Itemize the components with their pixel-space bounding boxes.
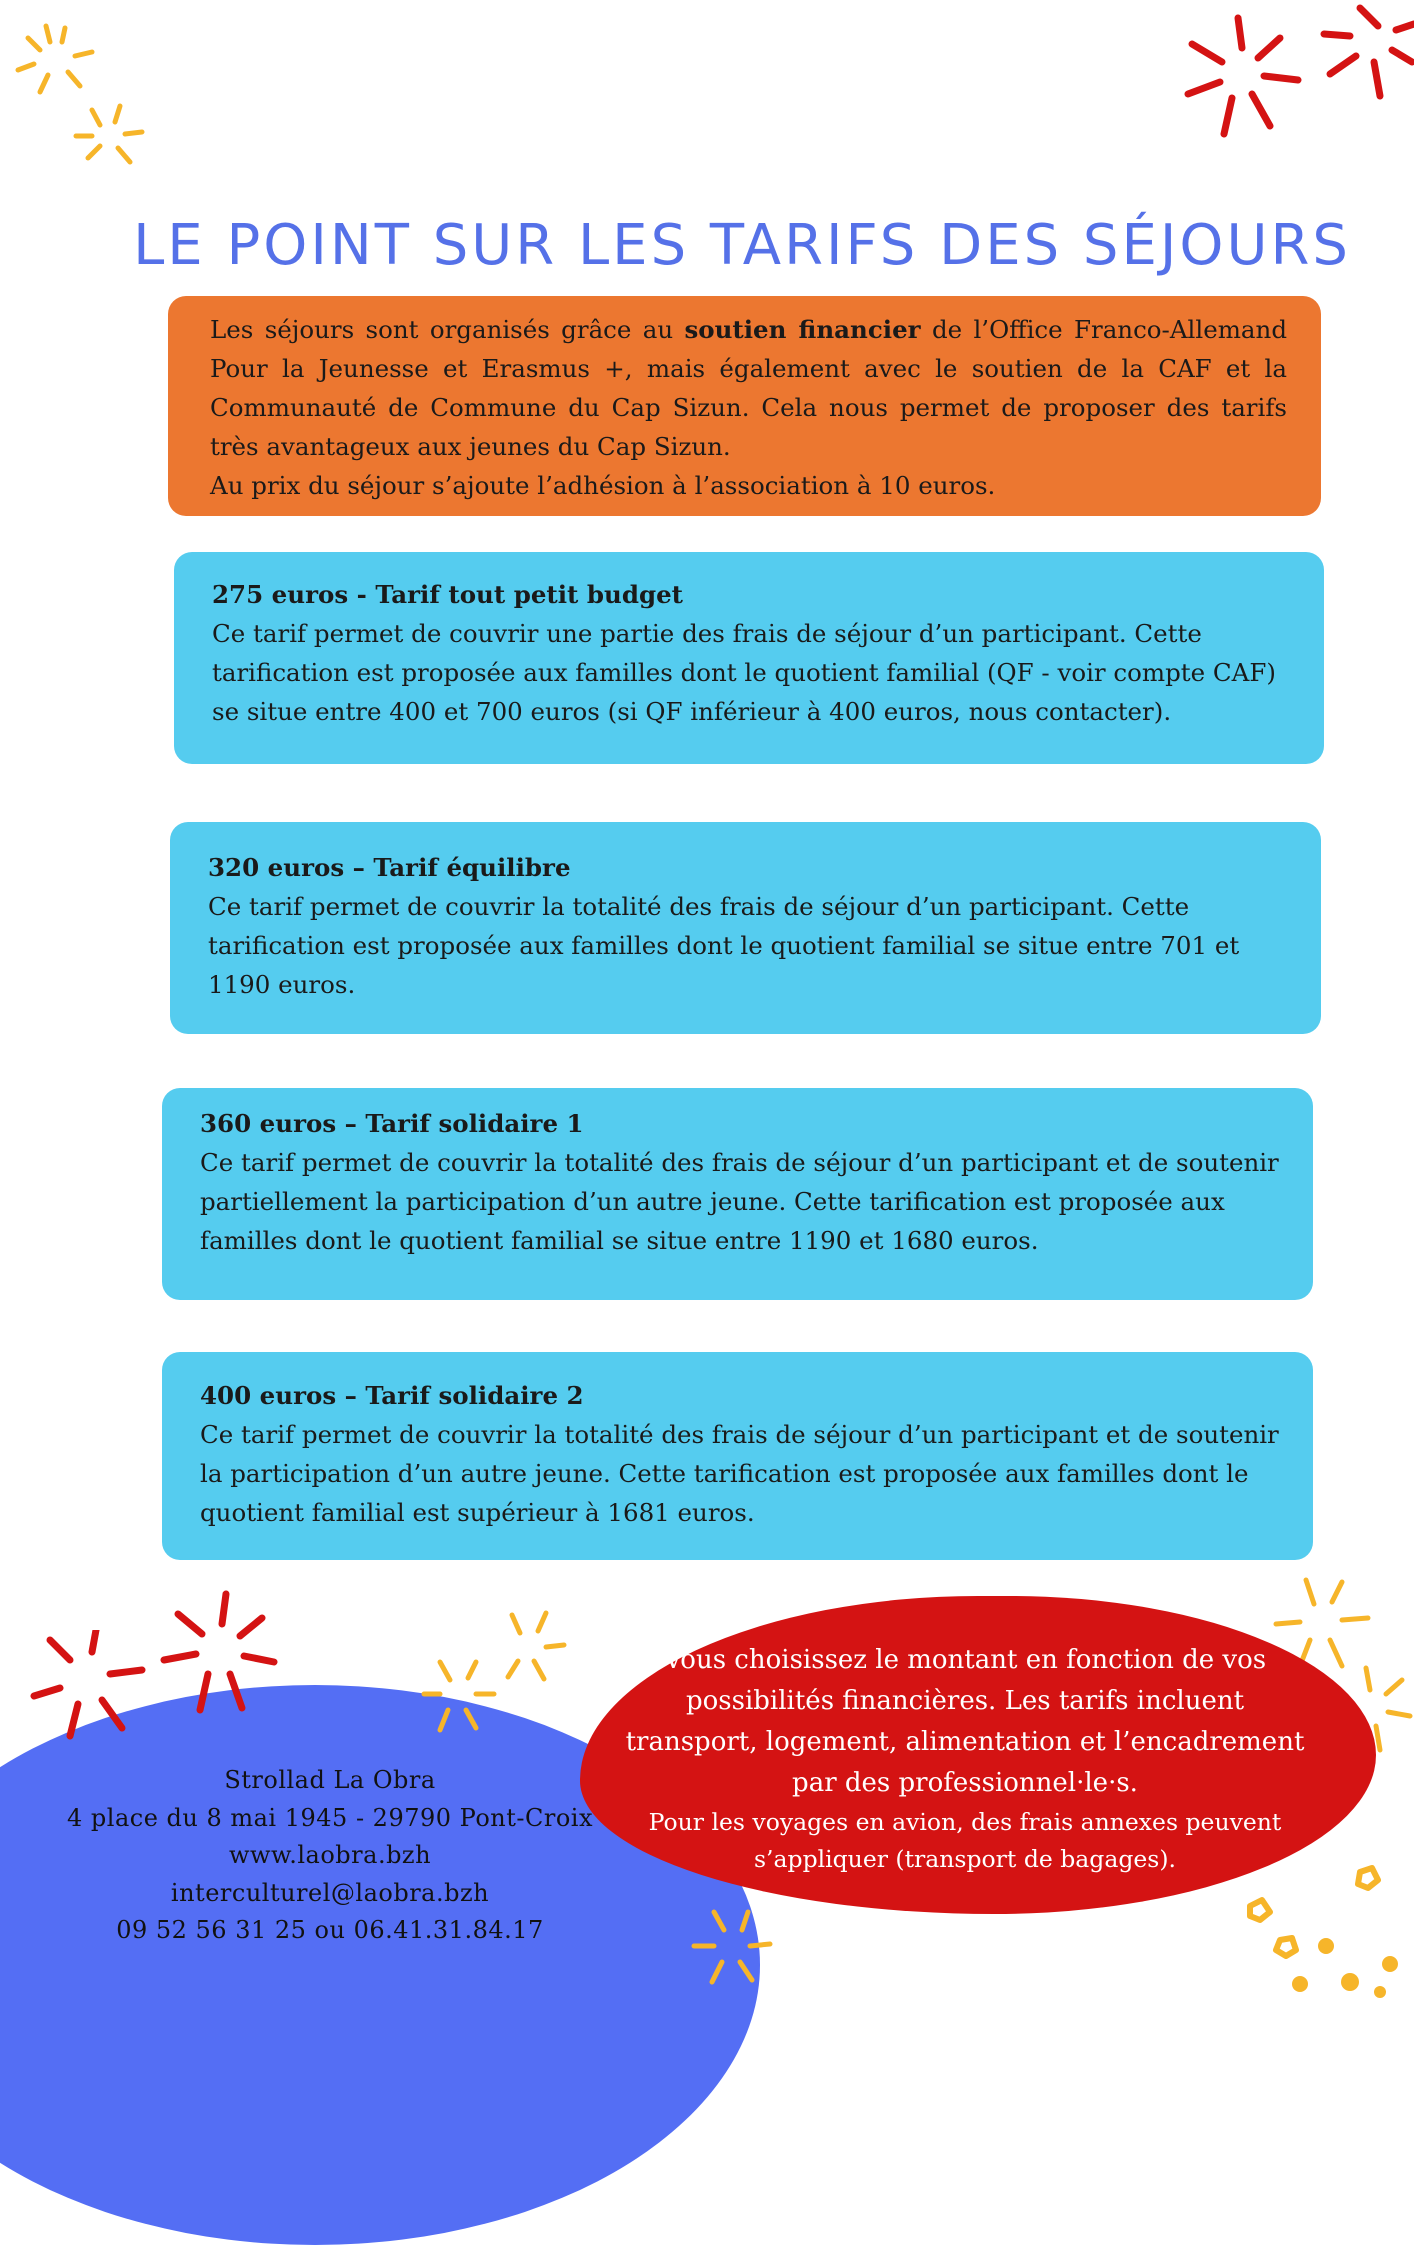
yellow-burst-icon — [690, 1900, 780, 2000]
address: 4 place du 8 mai 1945 - 29790 Pont-Croix — [67, 1803, 593, 1832]
funding-paragraph — [210, 310, 1287, 466]
tarif-description: Ce tarif permet de couvrir une partie des frais de séjour d’un participant. Cette tarification est proposée aux familles dont le quotient familial (QF - voir compte CAF) se situe entre 400 et 700 euros (si QF inférieur à 400 euros, nous contacter). — [212, 619, 1276, 726]
tarif-heading: 275 euros - Tarif tout petit budget — [212, 580, 684, 609]
pricing-note — [620, 1640, 1310, 1878]
tarif-card-400 — [162, 1352, 1313, 1560]
adhesion-text: Au prix du séjour s’ajoute l’adhésion à l’association à 10 euros. — [210, 471, 996, 500]
sun-burst-icon — [1230, 1860, 1414, 2000]
funding-text-end: de l’Office Franco-Allemand Pour la Jeunesse et Erasmus +, mais également avec le soutien de la CAF et la Communauté de Commune du Cap Sizun. Cela nous permet de proposer des tarifs très avantageux aux jeunes du Cap Sizun. — [210, 315, 1288, 461]
tarif-card-360 — [162, 1088, 1313, 1300]
yellow-burst-icon — [420, 1650, 500, 1750]
tarif-heading: 400 euros – Tarif solidaire 2 — [200, 1381, 584, 1410]
pricing-note-main: Vous choisissez le montant en fonction de vos possibilités financières. Les tarifs incluent transport, logement, alimentation et l’encadrement par des professionnel·le·s. — [625, 1645, 1305, 1798]
tarif-description: Ce tarif permet de couvrir la totalité des frais de séjour d’un participant. Cette tarification est proposée aux familles dont le quotient familial se situe entre 701 et 1190 euros. — [208, 892, 1240, 999]
contact-block — [40, 1762, 620, 1950]
tarif-heading: 320 euros – Tarif équilibre — [208, 853, 571, 882]
funding-info-box — [168, 296, 1321, 516]
funding-text-start: Les séjours sont organisés grâce au — [210, 315, 685, 344]
phone-numbers: 09 52 56 31 25 ou 06.41.31.84.17 — [116, 1916, 544, 1944]
tarif-card-320 — [170, 822, 1321, 1034]
red-burst-icon — [1320, 0, 1414, 110]
tarif-heading: 360 euros – Tarif solidaire 1 — [200, 1109, 584, 1138]
red-burst-icon — [30, 1630, 160, 1760]
tarif-description: Ce tarif permet de couvrir la totalité des frais de séjour d’un participant et de soutenir la participation d’un autre jeune. Cette tarification est proposée aux familles dont le quotient familial est supérieur à 1681 euros. — [200, 1420, 1279, 1527]
red-burst-icon — [150, 1590, 290, 1720]
funding-bold-text: soutien financier — [684, 315, 921, 344]
website-link[interactable]: www.laobra.bzh — [228, 1841, 432, 1869]
tarif-card-275 — [174, 552, 1324, 764]
yellow-burst-icon — [70, 100, 150, 170]
page-title: LE POINT SUR LES TARIFS DES SÉJOURS — [133, 212, 1351, 278]
red-burst-icon — [1180, 10, 1310, 140]
pricing-note-secondary: Pour les voyages en avion, des frais annexes peuvent s’appliquer (transport de bagages). — [648, 1808, 1282, 1873]
email-link[interactable]: interculturel@laobra.bzh — [170, 1878, 490, 1907]
tarif-description: Ce tarif permet de couvrir la totalité des frais de séjour d’un participant et de soutenir partiellement la participation d’un autre jeune. Cette tarification est proposée aux familles dont le quotient familial se situe entre 1190 et 1680 euros. — [200, 1148, 1279, 1255]
yellow-burst-icon — [490, 1605, 570, 1695]
organization-name: Strollad La Obra — [224, 1766, 436, 1794]
yellow-burst-icon — [10, 20, 105, 105]
